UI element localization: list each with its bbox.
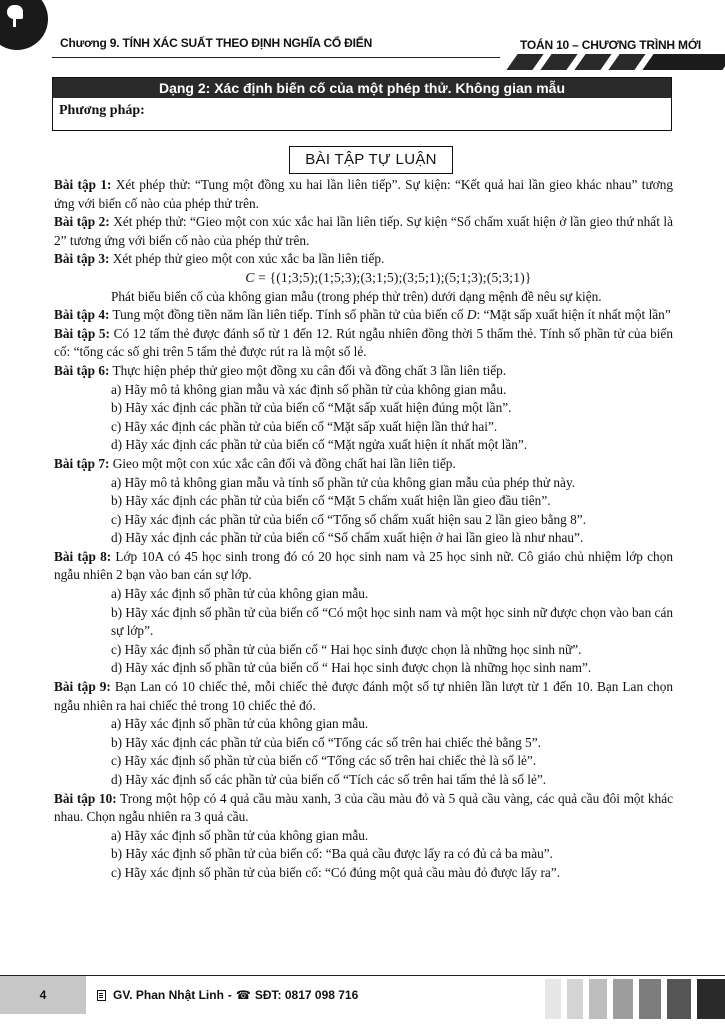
exercise-3 [54,250,673,269]
exercise-text: Tung một đồng tiền năm lần liên tiếp. Tính số phần tử của biến cố [109,307,467,323]
footer-bars [545,979,725,1019]
footer-separator: - [227,988,232,1002]
exercise-text: Trong một hộp có 4 quả cầu màu xanh, 3 của cầu màu đỏ và 5 quả cầu vàng, các quả cầu đôi một khác nhau. Chọn ngẫu nhiên ra 3 quả cầu. [54,790,673,825]
logo-icon [0,0,48,50]
sub-question: b) Hãy xác định số phần tử của biến cố “Có một học sinh nam và một học sinh nữ được chọn vào ban cán sự lớp”. [111,604,673,639]
header-stripes [490,54,725,72]
exercise-7 [54,455,673,474]
sub-question: c) Hãy xác định số phần tử của biến cố: “Có đúng một quả cầu màu đỏ được lấy ra”. [111,864,561,880]
sub-question: d) Hãy xác định các phần tử của biến cố “Mặt ngửa xuất hiện ít nhất một lần”. [111,437,528,453]
exercise-note: Phát biểu biến cố của không gian mẫu (trong phép thử trên) dưới dạng mệnh đề nêu sự kiện. [111,288,602,304]
sub-question: b) Hãy xác định các phần tử của biến cố “Mặt 5 chấm xuất hiện lần gieo đầu tiên”. [111,493,551,509]
exercise-label: Bài tập 8: [54,548,112,564]
exercise-text: Xét phép thử gieo một con xúc xắc ba lần liên tiếp. [109,251,385,267]
exercise-text: : “Mặt sấp xuất hiện ít nhất một lần” [476,307,671,323]
exercise-10 [54,790,673,827]
exercise-label: Bài tập 4: [54,307,110,323]
exercise-8 [54,548,673,585]
footer-author [97,988,358,1002]
exercise-text: Gieo một một con xúc xắc cân đối và đồng chất hai lần liên tiếp. [109,455,456,471]
exercise-text: Bạn Lan có 10 chiếc thẻ, mỗi chiếc thẻ được đánh một số tự nhiên lần lượt từ 1 đến 10. Bạn Lan chọn ngẫu nhiên ra hai chiếc thẻ trong 10 chiếc thẻ đó. [54,679,673,713]
sub-question: c) Hãy xác định số phần tử của biến cố “ Hai học sinh được chọn là những học sinh nữ”. [111,641,582,657]
dang-box [52,77,672,131]
sub-question: d) Hãy xác định số các phần tử của biến cố “Tích các số trên hai tấm thẻ là số lẻ”. [111,772,547,787]
event-variable: D [466,307,477,323]
sub-question: d) Hãy xác định số phần tử của biến cố “ Hai học sinh được chọn là những học sinh nam”. [111,660,592,676]
sub-question: c) Hãy xác định các phần tử của biến cố “Mặt sấp xuất hiện lần thứ hai”. [111,418,498,434]
exercise-list [54,176,673,883]
method-label: Phương pháp: [59,103,145,118]
exercise-text: Có 12 tấm thẻ được đánh số từ 1 đến 12. Rút ngẫu nhiên đồng thời 5 thẩm thẻ. Tính số phần tử của biến cố: “tổng các số ghi trên 5 tấm thẻ được rút ra là một số lẻ. [54,325,673,360]
sub-question: b) Hãy xác định các phần tử của biến cố “Mặt sấp xuất hiện đúng một lần”. [111,400,512,416]
exercise-text: Xét phép thử: “Gieo một con xúc xắc hai lần liên tiếp. Sự kiện “Số chấm xuất hiện ở lần gieo thứ nhất là 2” tương ứng với biến cố nào của phép thử trên. [54,214,673,248]
formula-set: = {(1;3;5);(1;5;3);(3;1;5);(3;5;1);(5;1;3);(5;3;1)} [254,269,532,285]
subject-title: TOÁN 10 – CHƯƠNG TRÌNH MỚI [519,38,701,52]
exercise-2 [54,213,673,250]
exercise-label: Bài tập 10: [54,790,117,806]
sub-question: a) Hãy xác định số phần tử của không gian mẫu. [111,586,369,602]
formula-variable: C [245,269,255,285]
exercise-label: Bài tập 1: [54,177,112,192]
sub-question: a) Hãy xác định số phần tử của không gian mẫu. [111,716,369,732]
sub-question: a) Hãy xác định số phần tử của không gian mẫu. [111,827,369,843]
phone-icon: ☎ [235,988,251,1002]
exercise-label: Bài tập 2: [54,214,110,230]
sub-question: c) Hãy xác định các phần tử của biến cố “Tổng số chấm xuất hiện sau 2 lần gieo bằng 8”. [111,511,587,527]
page-number: 4 [0,976,86,1014]
sub-question: b) Hãy xác định các phần tử của biến cố “Tổng các số trên hai chiếc thẻ bằng 5”. [111,734,541,750]
exercise-4 [54,306,673,325]
sub-question: a) Hãy mô tả không gian mẫu và tính số phần tử của không gian mẫu của phép thử này. [111,474,576,490]
phone-number: SĐT: 0817 098 716 [254,988,359,1002]
footer-divider [0,975,725,976]
exercise-1 [54,176,673,213]
exercise-label: Bài tập 3: [54,251,110,267]
dang-title: Dạng 2: Xác định biến cố của một phép thử. Không gian mẫu [53,78,671,98]
chapter-title: Chương 9. TÍNH XÁC SUẤT THEO ĐỊNH NGHĨA CỔ ĐIỂN [60,36,373,50]
header-divider [52,57,500,58]
exercise-6 [54,362,673,381]
sub-question: d) Hãy xác định các phần tử của biến cố “Số chấm xuất hiện ở hai lần gieo là như nhau”. [111,530,584,546]
set-formula [54,269,673,288]
exercise-5 [54,325,673,362]
document-icon [97,990,106,1001]
sub-question: c) Hãy xác định số phần tử của biến cố “Tổng các số trên hai chiếc thẻ là số lẻ”. [111,753,537,769]
exercise-text: Thực hiện phép thử gieo một đồng xu cân đối và đồng chất 3 lần liên tiếp. [109,362,507,378]
exercise-label: Bài tập 6: [54,362,110,378]
exercise-label: Bài tập 7: [54,455,110,471]
exercise-label: Bài tập 5: [54,325,110,341]
exercise-9 [54,678,673,715]
sub-question: a) Hãy mô tả không gian mẫu và xác định số phần tử của không gian mẫu. [111,381,507,397]
author-name: GV. Phan Nhật Linh [113,988,224,1002]
exercise-text: Xét phép thử: “Tung một đồng xu hai lần liên tiếp”. Sự kiện: “Kết quả hai lần gieo khác nhau” tương ứng với biến cố nào của phép thử trên. [54,177,673,211]
sub-question: b) Hãy xác định số phần tử của biến cố: “Ba quả cầu được lấy ra có đủ cả ba màu”. [111,846,553,862]
section-title: BÀI TẬP TỰ LUẬN [289,146,453,174]
exercise-label: Bài tập 9: [54,679,111,695]
exercise-text: Lớp 10A có 45 học sinh trong đó có 20 học sinh nam và 25 học sinh nữ. Cô giáo chủ nhiệm lớp chọn ngẫu nhiên 2 bạn vào ban cán sự lớp. [54,548,673,583]
